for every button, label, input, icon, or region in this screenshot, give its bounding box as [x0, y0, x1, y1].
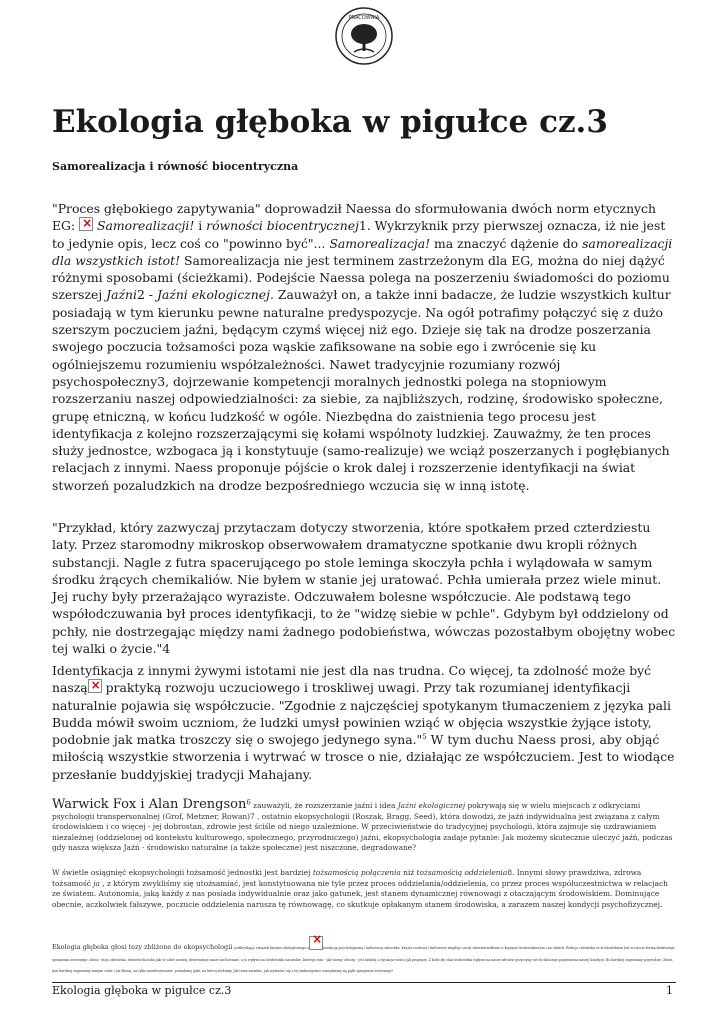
p1-em-b: Samorealizacji!	[97, 218, 195, 234]
broken-image-icon	[79, 217, 93, 231]
fn-text-f: niż	[400, 868, 417, 877]
paragraph-2-quote	[52, 519, 676, 657]
footnote-block-2	[52, 868, 676, 910]
fn-text-d: W świetle osiągnięć ekopsychologii tożsamość jednostki jest bardziej	[52, 868, 313, 877]
broken-image-icon	[309, 936, 323, 950]
p1-text-e: 1. Wykrzyknik przy pierwszej oznacza, iż nie jest to jedynie opis, lecz coś co "powinno być"...	[52, 218, 666, 251]
page-number: 1	[666, 984, 673, 997]
p1-text-g: ma znaczyć dążenie do	[430, 235, 583, 251]
p2-text: "Przykład, który zazwyczaj przytaczam dotyczy stworzenia, które spotkałem przed czterdziestu laty. Przez staromodny mikroskop obserwowałem dramatyczne spotkanie dwu kropli różnych substancji. Nagle z futra spacerującego po stole leminga skoczyła pchła i wylądowała w samym środku żrących chemikaliów. Nie byłem w stanie jej uratować. Pchła umierała przez wiele minut. Jej ruchy były przerażająco wyraziste. Odczuwałem bolesne współczucie. Ale podstawą tego współodczuwania był proces identyfikacji, to że "widzę siebie w pchle". Gdybym był oddzielony od pchły, nie dostrzegając między nami żadnego podobieństwa, wówczas pozostałbym obojętny wobec tej walki o życie."4	[52, 520, 676, 657]
logo-text: PRACOWNIA	[348, 15, 380, 21]
p3-text-b: praktyką rozwoju uczuciowego i troskliwej uwagi. Przy tak rozumianej identyfikacji naturalnie pojawia się współczucie. "Zgodnie z najczęściej spotykanym tłumaczeniem z języka pali Budda mówił swoim uczniom, że ludzki umysł powinien wziąć w objęcia wszystkie żyjące istoty, podobnie jak matka troszczy się o swojego jedynego syna."	[52, 680, 671, 748]
p1-text-m: Zauważył on, a także inni badacze, że ludzie wszystkich kultur posiadają w tym kierunku pewne naturalne predyspozycje. Na ogół potrafimy połączyć się z dużo szerszym poczuciem jaźni, będącym czymś więcej niż ego. Dzieje się tak na drodze poszerzania swojego poczucia tożsamości poza wąskie zafiksowane na sobie ego i zwrócenie się ku ogólniejszemu rozumieniu współzależności. Nawet tradycyjnie rozumiany rozwój psychospołeczny3, dojrzewanie kompetencji moralnych jednostki polega na stopniowym rozszerzaniu naszej odpowiedzialności: za siebie, za najbliższych, rodzinę, środowisko społeczne, grupę etniczną, w końcu ludzkość w ogóle. Niezbędna do zaistnienia tego procesu jest identyfikacja z kolejno rozszerzającymi się kołami wspólnoty ludzkiej. Zauważmy, że ten proces służy jednostce, wzbogaca ją i konstytuuje (samo-realizuje) we wciąż poszerzanych i pogłębianych relacjach z innymi. Naess proponuje pójście o krok dalej i rozszerzenie identyfikacji na świat stworzeń pozaludzkich na drodze bezpośredniego wczucia się w inną istotę.	[52, 287, 671, 493]
fn-tiny-2: kondycją psychologiczną i kulturową człowieka. Kryzys osobowy i kulturowy znajduje swoje odzwierciedlenie w kryzysie środowiskowym i na odwrót. Relacja człowieka ze środowiskiem jest w istocie formą dodatniego sprzężenia zwrotnego: obraz, wizja człowieka, zdrowie/choroba jaki w sobie nosimy, determinuje nasze zachowanie, a to wpływa na środowisko naturalne, którego stan - jak wiemy obecny - jest fatalny, a sytuacja wraca jak prognozy. Z kolei zły stan środowiska wpływa na nasze zdrowie przyczyny nie do dalszego pogorszenia naszej kondycji. Bo bardziej zagrażamy przyrodzie, Ziemi, tym bardziej zagrażamy samym sobie i już dłonią, na tylko manifestowanie, posiadamy gabi, na której siedzimy. Jak tema zaradzić, jak wydostać się z tej niekorzystnie zarządzanej się pętli sprzężenia zwrotnego?	[52, 946, 675, 973]
logo-tree-seal	[334, 6, 394, 66]
broken-image-icon	[88, 679, 102, 693]
footer-title: Ekologia głęboka w pigułce cz.3	[52, 984, 232, 997]
footnote-ref-6: 6	[246, 798, 251, 807]
fn-em-g: tożsamością oddzielenia	[416, 868, 508, 877]
fn-tiny-1: , podkreślając związek kryzysu ekologicznego z	[232, 946, 310, 950]
footnote-ref-5: 5	[422, 733, 427, 742]
authors-heading: Warwick Fox i Alan Drengson	[52, 797, 247, 812]
fn-text-j: , z którym zwykliśmy się utożsamiać, jest konstytuowana nie tyle przez proces oddzielania/oddzielenia, co przez proces współuczestnictwa w relacjach ze światem. Autonomia, jaką każdy z nas posiada indywidualnie oraz jako gatunek, jest stanem dynamicznej równowagi z otaczającym środowiskiem. Dominujące obecnie, aczkolwiek fałszywe, poczucie oddzielenia narusza tę równowagę, co skutkuje opłakanym stanem środowiska, a zarazem naszej kondycji psychofizycznej.	[52, 878, 668, 909]
p1-text-k: 2 -	[136, 287, 157, 303]
footnote-block-3	[52, 936, 676, 977]
fn-em-i: ja	[93, 878, 100, 888]
paragraph-3	[52, 662, 676, 783]
fn-text-a: zauważyli, że rozszerzanie jaźni i idea	[250, 801, 398, 810]
p1-em-h: samorealizacji dla wszystkich istot!	[52, 235, 673, 268]
p1-text-i: Samorealizacja nie jest terminem zastrzeżonym dla EG, można do niej dążyć różnymi sposobami (ścieżkami). Podejście Naessa polega na poszerzeniu świadomości do poziomu szerszej	[52, 252, 670, 303]
p1-em-j: Jaźni	[106, 287, 137, 303]
paragraph-1	[52, 200, 676, 494]
p1-em-d: równości biocentrycznej	[206, 218, 359, 234]
fn-text-c: pokrywają się w wielu miejscach z odkryciami psychologii transpersonalnej (Grof, Metzner, Rowan)7 , ostatnio ekopsychologii (Roszak, Bragg, Seed), która dowodzi, że jaźń indywidualna jest związana z całym środowiskiem i co więcej - jej dobrostan, zdrowie jest ściśle od niego uzależnione. W przeciwieństwie do tradycyjnej psychologii, która zajmuje się uzdrawianiem niezależnej (oddzielonej od kontekstu kulturowego, społecznego, przyrodniczego) jaźni, ekopsychologia zadaje pytanie: Jak możemy skutecznie uleczyć jaźń, podczas gdy nasza większa Jaźń - środowisko naturalne (a także społeczne) jest niszczone, degradowane?	[52, 801, 673, 852]
fn-text-h: 8. Innymi słowy prawdziwa, zdrowa tożsamość	[52, 868, 642, 888]
p1-em-f: Samorealizacja!	[329, 235, 431, 251]
p3-text-c: W tym duchu Naess prosi, aby objąć miłością wszystkie stworzenia i wytrwać w trosce o nie, działając ze współczuciem. Jest to wiodące przesłanie buddyjskiej tradycji Mahajany.	[52, 732, 675, 782]
p1-text-a: "Proces głębokiego zapytywania" doprowadził Naessa do sformułowania dwóch norm etycznych EG:	[52, 201, 656, 234]
fn-em-b: Jaźni ekologicznej	[397, 801, 466, 810]
footnote-block-1	[52, 797, 676, 854]
page-title: Ekologia głęboka w pigułce cz.3	[52, 104, 608, 140]
p1-em-l: Jaźni ekologicznej.	[156, 287, 274, 303]
section-subtitle: Samorealizacja i równość biocentryczna	[52, 160, 299, 173]
fn-text-k: Ekologia głęboka głosi tezy zbliżone do ekopsychologii	[52, 943, 233, 951]
fn-em-e: tożsamością połączenia	[312, 868, 401, 877]
p3-text-a: Identyfikacja z innymi żywymi istotami nie jest dla nas trudna. Co więcej, ta zdolność może być naszą	[52, 663, 652, 696]
p1-text-c: i	[194, 218, 207, 234]
footer-divider	[52, 982, 676, 983]
